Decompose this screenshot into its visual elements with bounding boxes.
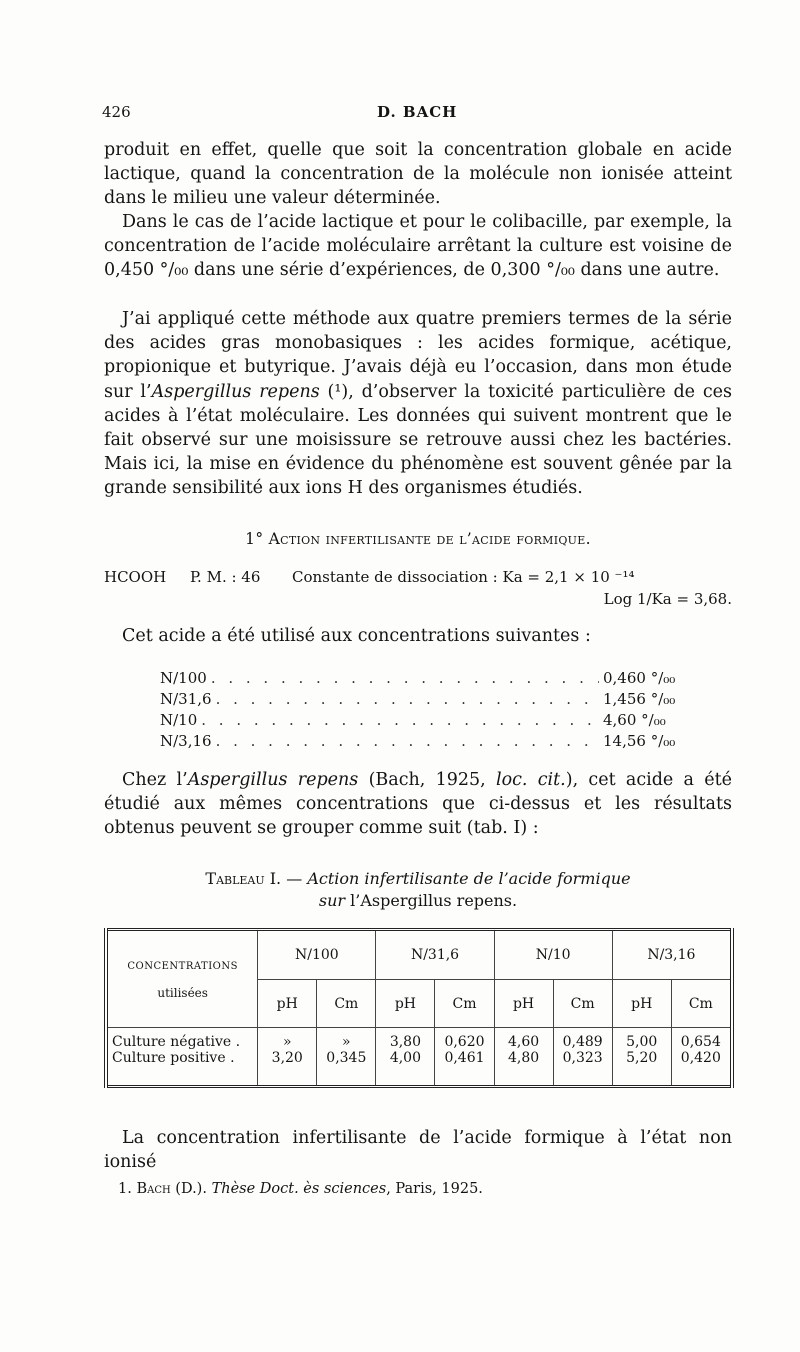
formula-line	[104, 568, 732, 590]
paragraph-3-italic: Aspergillus repens	[151, 381, 320, 402]
page-number: 426	[102, 103, 131, 121]
corner-header-line2: utilisées	[157, 986, 208, 1000]
footnote-author: 1. Bach (D.).	[118, 1181, 212, 1197]
leader-dots	[211, 668, 599, 689]
corner-header-line1: CONCENTRATIONS	[127, 961, 238, 972]
running-header-author: D. BACH	[377, 103, 458, 121]
concentration-value: 1,456 °/₀₀	[603, 690, 676, 708]
concentration-label: N/31,6	[160, 690, 212, 708]
table-cell: 4,00	[376, 1050, 435, 1086]
table-corner-header	[106, 930, 258, 1028]
footnote-title: Thèse Doct. ès sciences	[211, 1181, 387, 1197]
paragraph-4-text-a: Chez l’	[122, 770, 188, 790]
formula-molar-mass: P. M. : 46	[190, 568, 261, 586]
subheader-cm: Cm	[317, 980, 376, 1028]
table-caption-title: Action infertilisante de l’acide formique	[307, 869, 631, 888]
table-caption-sur: sur	[318, 891, 351, 910]
table-cell: 0,345	[317, 1050, 376, 1086]
group-header-n100: N/100	[258, 930, 376, 980]
paragraph-4-italic-citation: loc. cit.	[495, 770, 566, 790]
table-caption-species: l’Aspergillus repens.	[350, 891, 518, 910]
leader-dots	[201, 710, 599, 731]
concentration-value: 14,56 °/₀₀	[603, 732, 676, 750]
list-item	[160, 689, 695, 710]
table-cell: 0,461	[435, 1050, 494, 1086]
paragraph-4	[104, 768, 732, 841]
concentration-intro: Cet acide a été utilisé aux concentrations suivantes :	[122, 626, 591, 646]
leader-dots	[216, 689, 599, 710]
table-cell: 3,20	[258, 1050, 317, 1086]
formula-dissociation-constant: Constante de dissociation : Ka = 2,1 × 10 ⁻¹⁴	[292, 568, 635, 586]
table-cell: 4,60	[494, 1028, 553, 1051]
subheader-cm: Cm	[671, 980, 732, 1028]
table-cell: »	[317, 1028, 376, 1051]
group-header-n10: N/10	[494, 930, 612, 980]
list-item	[160, 710, 695, 731]
paragraph-4-italic-species: Aspergillus repens	[187, 770, 359, 790]
table-cell: 3,80	[376, 1028, 435, 1051]
concentration-list	[160, 668, 695, 752]
table-cell: 5,00	[612, 1028, 671, 1051]
table-cell: 0,654	[671, 1028, 732, 1051]
list-item	[160, 668, 695, 689]
subheader-ph: pH	[376, 980, 435, 1028]
leader-dots	[216, 731, 599, 752]
group-header-n31-6: N/31,6	[376, 930, 494, 980]
table-cell: 0,420	[671, 1050, 732, 1086]
concentration-value: 4,60 °/₀₀	[603, 711, 666, 729]
formula-compound: HCOOH	[104, 568, 167, 586]
subheader-ph: pH	[494, 980, 553, 1028]
paragraph-4-text-c: ), cet acide a été étudié aux mêmes concentrations que ci-dessus et les résultats obtenus peuvent se grouper comme suit (tab. I) :	[104, 770, 732, 839]
paragraph-2: Dans le cas de l’acide lactique et pour le colibacille, par exemple, la concentration de l’acide moléculaire arrêtant la culture est voisine de 0,450 °/₀₀ dans une série d’expériences, de 0,300 °/₀₀ dans une autre.	[104, 212, 732, 281]
row-label: Culture négative .	[106, 1028, 258, 1051]
data-table-container	[104, 928, 734, 1098]
table-caption	[104, 868, 732, 912]
table-cell: 0,489	[553, 1028, 612, 1051]
table-cell: 5,20	[612, 1050, 671, 1086]
subheader-ph: pH	[258, 980, 317, 1028]
table-cell: 0,620	[435, 1028, 494, 1051]
paragraph-4-text-b: (Bach, 1925,	[358, 770, 496, 790]
paragraph-3-text-b: (¹), d’observer la toxicité particulière de ces acides à l’état moléculaire. Les données qui suivent montrent que le fait observé sur une moisissure se retrouve aussi chez les bactéries. Mais ici, la mise en évidence du phénomène est souvent gênée par la grande sensibilité aux ions H des organismes étudiés.	[104, 381, 732, 499]
paragraph-3	[104, 307, 732, 501]
concentration-label: N/3,16	[160, 732, 212, 750]
concentration-value: 0,460 °/₀₀	[603, 669, 676, 687]
footnote	[118, 1181, 483, 1197]
subheader-cm: Cm	[553, 980, 612, 1028]
formula-log-ka: Log 1/Ka = 3,68.	[603, 590, 732, 608]
data-table	[104, 928, 734, 1088]
group-header-n3-16: N/3,16	[612, 930, 732, 980]
list-item	[160, 731, 695, 752]
table-cell: 0,323	[553, 1050, 612, 1086]
paragraph-5: La concentration infertilisante de l’acide formique à l’état non ionisé	[104, 1128, 732, 1173]
paragraph-3-text-a: J’ai appliqué cette méthode aux quatre premiers termes de la série des acides gras monobasiques : les acides formique, acétique, propionique et butyrique. J’avais déjà eu l’occasion, dans mon étude sur l’	[104, 309, 732, 402]
paragraph-1: produit en effet, quelle que soit la concentration globale en acide lactique, quand la concentration de la molécule non ionisée atteint dans le milieu une valeur déterminée.	[104, 140, 732, 209]
table-row	[106, 1050, 732, 1086]
table-caption-label: Tableau I. —	[205, 869, 308, 888]
table-cell: »	[258, 1028, 317, 1051]
concentration-label: N/100	[160, 669, 207, 687]
table-cell: 4,80	[494, 1050, 553, 1086]
subheader-cm: Cm	[435, 980, 494, 1028]
table-row	[106, 1028, 732, 1051]
row-label: Culture positive .	[106, 1050, 258, 1086]
section-title: 1° Action infertilisante de l’acide formique.	[245, 530, 591, 548]
table-header-row	[106, 930, 732, 980]
subheader-ph: pH	[612, 980, 671, 1028]
footnote-place-year: , Paris, 1925.	[386, 1181, 483, 1197]
concentration-label: N/10	[160, 711, 198, 729]
